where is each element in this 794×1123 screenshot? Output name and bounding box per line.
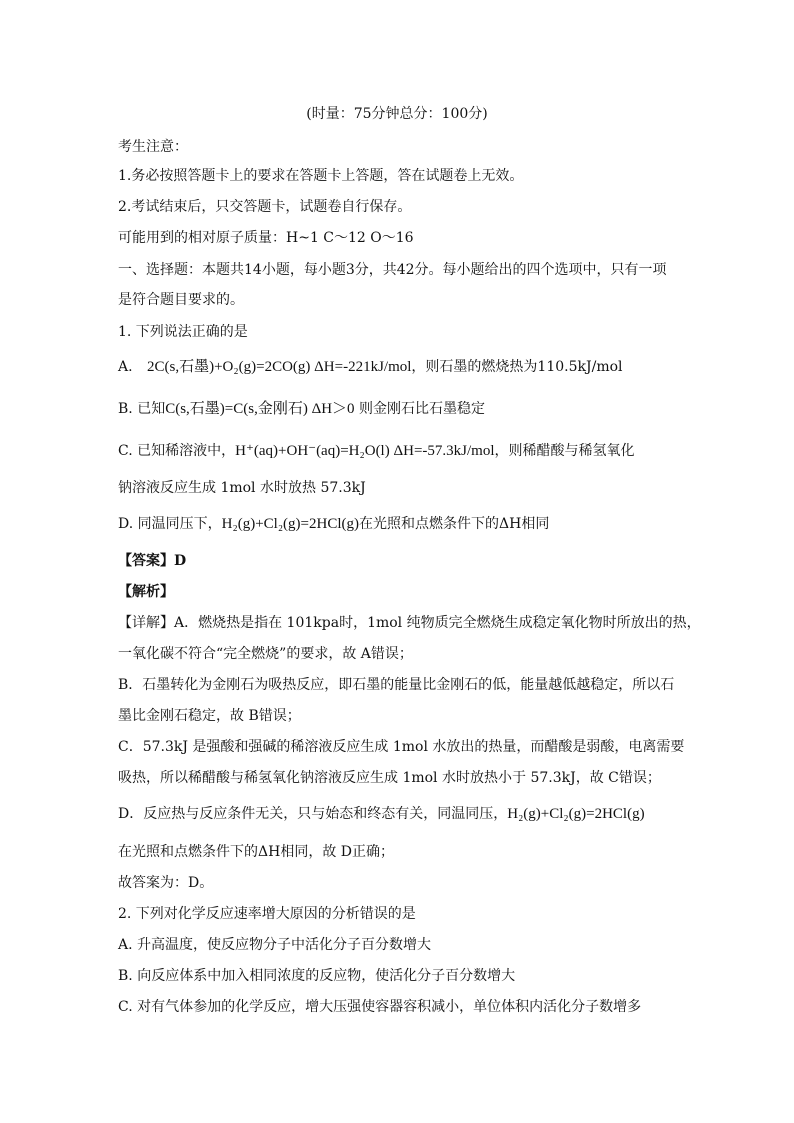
q1-option-c-prefix: C. 已知稀溶液中， <box>118 443 236 459</box>
q1-option-a-text: ，则石墨的燃烧热为110.5kJ/mol <box>411 359 623 375</box>
notice-item-1: 1.务必按照答题卡上的要求在答题卡上答题，答在试题卷上无效。 <box>118 168 524 184</box>
section-heading-line-2: 是符合题目要求的。 <box>118 292 244 308</box>
q1-explanation-a-1: 【详解】A．燃烧热是指在 101kpa时，1mol 纯物质完全燃烧生成稳定氧化物时所放出的热， <box>118 615 701 631</box>
q1-explanation-b-1: B．石墨转化为金刚石为吸热反应，即石墨的能量比金刚石的低，能量越低越稳定，所以石 <box>118 677 675 693</box>
q1-explanation-d-2: 在光照和点燃条件下的ΔH相同，故 D正确； <box>118 844 394 860</box>
q1-conclusion: 故答案为：D。 <box>118 875 214 891</box>
q1-option-b-equation: C(s,石墨)=C(s,金刚石) ΔH＞0 <box>165 401 355 417</box>
q1-option-d-equation: H₂(g)+Cl₂(g)=2HCl(g) <box>221 516 359 532</box>
q1-option-c-equation: H⁺(aq)+OH⁻(aq)=H₂O(l) ΔH=-57.3kJ/mol <box>235 443 495 459</box>
q1-option-b-prefix: B. 已知 <box>118 401 166 417</box>
q2-option-c: C. 对有气体参加的化学反应，增大压强使容器容积减小，单位体积内活化分子数增多 <box>118 999 642 1015</box>
atomic-masses: 可能用到的相对原子质量：H~1 C～12 O～16 <box>118 230 414 246</box>
q1-option-a <box>118 357 623 377</box>
q1-stem: 1. 下列说法正确的是 <box>118 324 248 340</box>
q1-explanation-b-2: 墨比金刚石稳定，故 B错误； <box>118 708 301 724</box>
q1-option-d-text: 在光照和点燃条件下的ΔH相同 <box>359 516 550 532</box>
q1-option-c-text-1: ，则稀醋酸与稀氢氧化 <box>494 443 635 459</box>
q1-explanation-c-2: 吸热，所以稀醋酸与稀氢氧化钠溶液反应生成 1mol 水时放热小于 57.3kJ，故 C错误； <box>118 770 661 786</box>
q2-option-a: A. 升高温度，使反应物分子中活化分子百分数增大 <box>118 937 432 953</box>
q1-explanation-d-equation: H₂(g)+Cl₂(g)=2HCl(g) <box>507 806 645 822</box>
q1-option-b <box>118 399 485 419</box>
section-heading-line-1: 一、选择题：本题共14小题，每小题3分，共42分。每小题给出的四个选项中，只有一项 <box>118 262 667 278</box>
exam-info: (时量：75分钟总分：100分) <box>306 106 488 122</box>
q1-answer: 【答案】D <box>118 553 187 569</box>
q2-stem: 2. 下列对化学反应速率增大原因的分析错误的是 <box>118 906 416 922</box>
q2-option-b: B. 向反应体系中加入相同浓度的反应物，使活化分子百分数增大 <box>118 968 516 984</box>
q1-explanation-c-1: C．57.3kJ 是强酸和强碱的稀溶液反应生成 1mol 水放出的热量，而醋酸是弱酸，电离需要 <box>118 739 685 755</box>
q1-option-c-text-2: 钠溶液反应生成 1mol 水时放热 57.3kJ <box>118 480 366 496</box>
q1-option-d <box>118 514 549 534</box>
q1-analysis-label: 【解析】 <box>118 584 174 600</box>
q1-explanation-a-2: 一氧化碳不符合“完全燃烧”的要求，故 A错误； <box>118 646 413 662</box>
notice-title: 考生注意： <box>118 139 188 155</box>
q1-option-b-text: 则金刚石比石墨稳定 <box>359 401 486 417</box>
q1-option-a-label: A. <box>118 359 133 375</box>
q1-option-d-prefix: D. 同温同压下， <box>118 516 222 532</box>
notice-item-2: 2.考试结束后，只交答题卡，试题卷自行保存。 <box>118 199 412 215</box>
q1-explanation-d-1 <box>118 804 645 824</box>
q1-option-c <box>118 441 635 461</box>
q1-option-a-equation: 2C(s,石墨)+O₂(g)=2CO(g) ΔH=-221kJ/mol <box>147 359 412 375</box>
q1-explanation-d-text: D．反应热与反应条件无关，只与始态和终态有关，同温同压， <box>118 806 508 822</box>
